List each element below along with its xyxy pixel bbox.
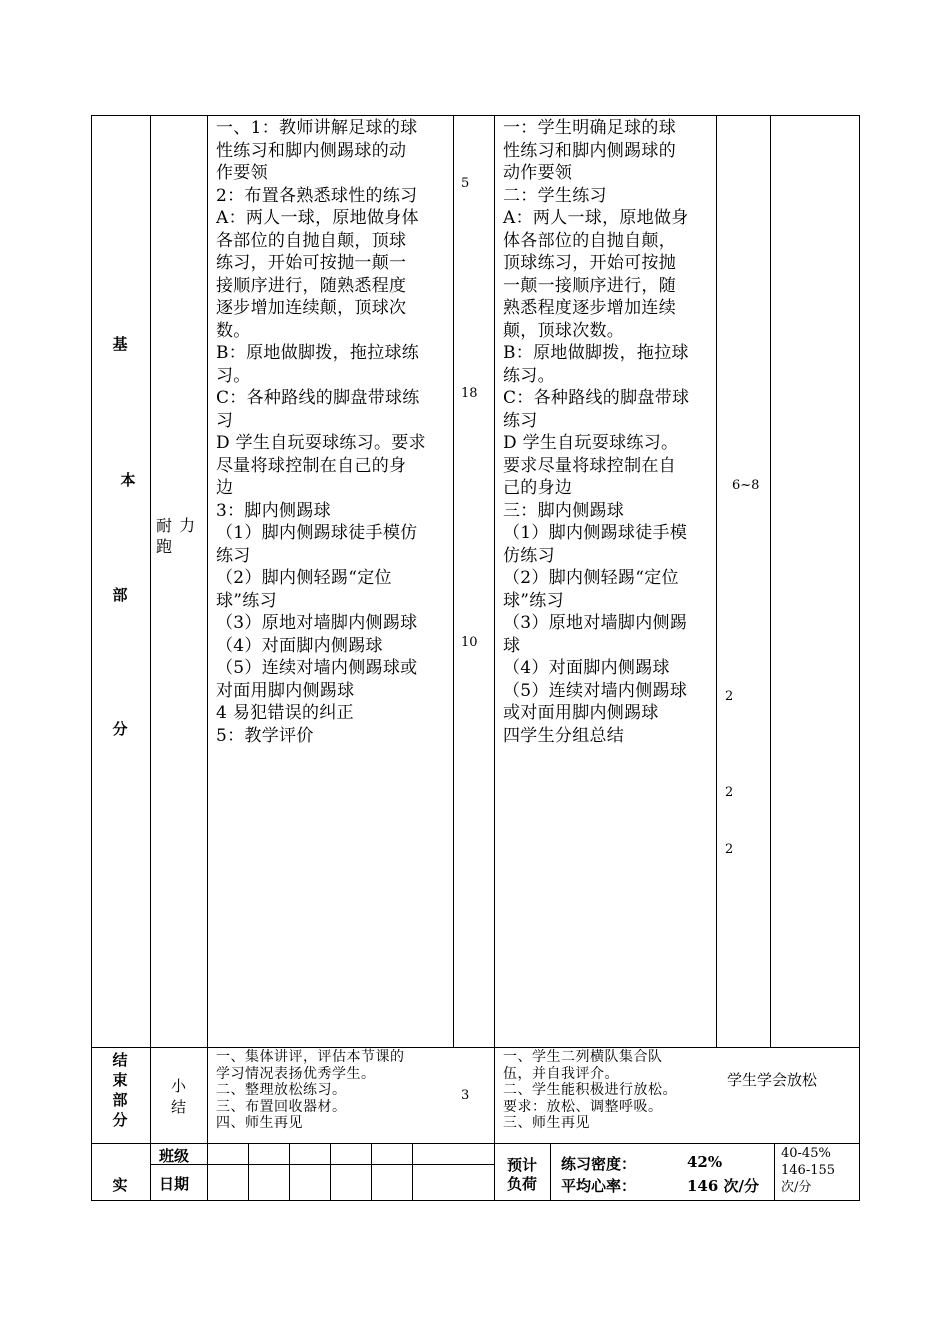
class-date-divider [150,1164,494,1165]
activity-name: 耐 力 跑 [156,516,197,556]
section-label-char: 束 [112,1071,128,1089]
heart-rate-label: 平均心率： [561,1177,637,1195]
section-label-char: 基 [112,335,128,353]
footer-range-divider [774,1143,775,1201]
density-label: 练习密度： [561,1155,637,1173]
teacher-activities: 一、1：教师讲解足球的球 性练习和脚内侧踢球的动 作要领 2：布置各熟悉球性的练习 A：两人一球，原地做身体 各部位的自抛自颠，顶球 练习，开始可按抛一颠一 接顺序进行，随熟悉程度 逐步增加连续颠，顶球次 数。 B：原地做脚拨，拖拉球练 习。 C：各种路线的脚盘带球练 习 D 学生自玩耍球练习。要求 尽量将球控制在自己的身 边 3：脚内侧踢球 （1）脚内侧踢球徒手模仿 练习 （2）脚内侧轻踢“定位 球”练习 （3）原地对墙脚内侧踢球 （4）对面脚内侧踢球 （5）连续对墙内侧踢球或 对面用脚内侧踢球 4 易犯错误的纠正 5：教学评价 [216,118,426,746]
load-label: 预计 负荷 [506,1156,537,1193]
reps-value: 2 [725,842,734,857]
heart-rate-range: 40-45% 146-155 次/分 [781,1146,836,1195]
footer-load-divider [550,1143,551,1201]
density-value: 42% [687,1153,723,1171]
end-goal: 学生学会放松 [727,1071,818,1089]
table-left-border [91,115,92,1201]
time-value: 5 [461,176,470,191]
date-label: 日期 [159,1175,190,1193]
footer-grid-line [412,1143,413,1201]
reps-value: 6~8 [732,478,760,493]
col-divider-1 [150,115,151,1201]
section-label-char: 本 [120,471,136,489]
col-divider-6 [770,115,771,1048]
end-activity-name: 小 结 [170,1077,186,1116]
class-label: 班级 [159,1147,190,1165]
end-student-activities: 一、学生二列横队集合队 伍，并自我评介。 二、学生能积极进行放松。 要求：放松、调整呼吸。 三、师生再见 [503,1049,677,1131]
section-label-char: 结 [112,1051,128,1069]
footer-grid-line [330,1143,331,1201]
time-value: 10 [461,635,478,650]
time-value: 18 [461,386,478,401]
reps-value: 2 [725,785,734,800]
footer-grid-line [289,1143,290,1201]
end-teacher-activities: 一、集体讲评，评估本节课的 学习情况表扬优秀学生。 二、整理放松练习。 三、布置回收器材。 四、师生再见 [216,1049,405,1131]
col-divider-4 [494,115,495,1201]
reps-value: 2 [725,689,734,704]
section-label-char: 部 [112,586,128,604]
table-right-border [859,115,860,1201]
footer-label: 实 [112,1176,128,1194]
section-label-char: 部 [112,1091,128,1109]
end-time-value: 3 [461,1088,470,1103]
col-divider-3 [453,115,454,1048]
heart-rate-value: 146 次/分 [687,1177,760,1195]
footer-grid-line [371,1143,372,1201]
col-divider-2 [207,115,208,1201]
col-divider-5 [716,115,717,1048]
section-label-char: 分 [112,1111,128,1129]
student-activities: 一：学生明确足球的球 性练习和脚内侧踢球的 动作要领 二：学生练习 A：两人一球，原地做身 体各部位的自抛自颠， 顶球练习，开始可按抛 一颠一接顺序进行，随 熟悉程度逐步增加连续 颠，顶球次数。 B：原地做脚拨，拖拉球 练习。 C：各种路线的脚盘带球 练习 D 学生自玩耍球练习。 要求尽量将球控制在自 己的身边 三：脚内侧踢球 （1）脚内侧踢球徒手模 仿练习 （2）脚内侧轻踢“定位 球”练习 （3）原地对墙脚内侧踢 球 （4）对面脚内侧踢球 （5）连续对墙内侧踢球 或对面用脚内侧踢球 四学生分组总结 [503,118,690,746]
section-label-char: 分 [112,720,128,738]
footer-grid-line [248,1143,249,1201]
